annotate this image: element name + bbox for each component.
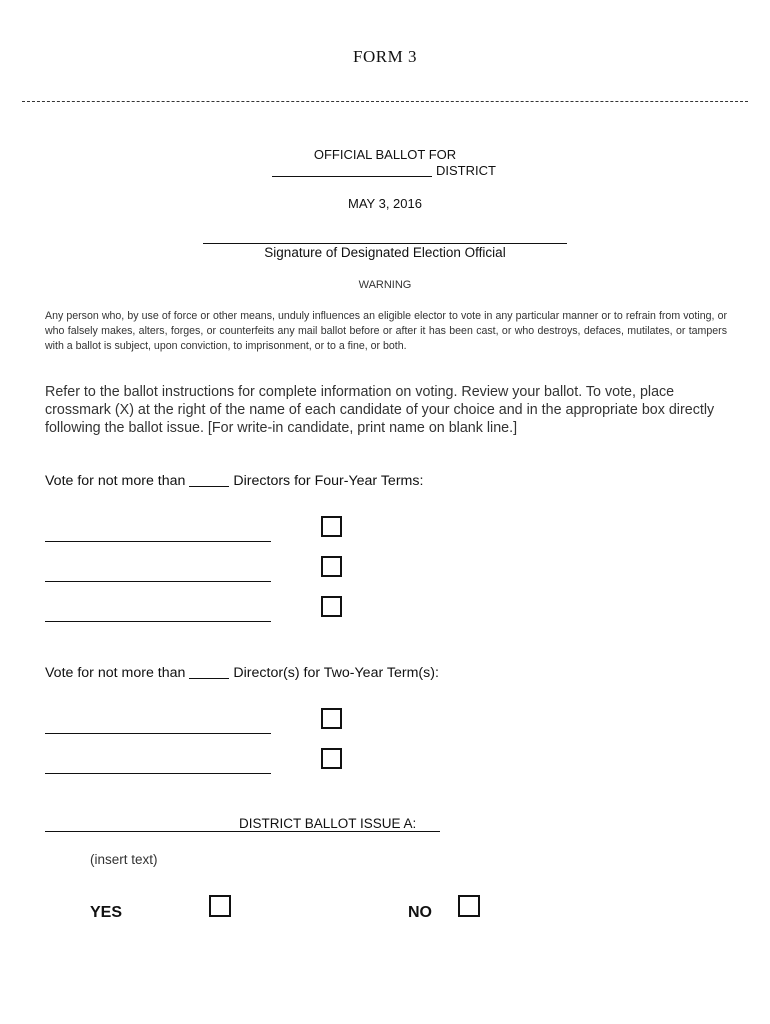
ballot-title: OFFICIAL BALLOT FOR: [313, 147, 457, 162]
four-year-candidate-line[interactable]: [45, 621, 271, 622]
yes-label: YES: [90, 904, 123, 921]
two-year-heading: [45, 664, 439, 681]
four-year-suffix: Directors for Four-Year Terms:: [233, 473, 424, 489]
four-year-candidate-line[interactable]: [45, 541, 271, 542]
four-year-checkbox[interactable]: [321, 516, 342, 537]
ballot-issue-line: [45, 831, 440, 832]
four-year-prefix: Vote for not more than: [45, 473, 186, 489]
four-year-checkbox[interactable]: [321, 596, 342, 617]
ballot-issue-label: DISTRICT BALLOT ISSUE A:: [239, 816, 417, 831]
voting-instructions: Refer to the ballot instructions for complete information on voting. Review your ballot. To vote, place crossmark (X) at the right of the name of each candidate of your choice and in the appropriate box directly following the ballot issue. [For write-in candidate, print name on blank line.]: [45, 384, 715, 436]
four-year-candidate-line[interactable]: [45, 581, 271, 582]
dashed-divider: [22, 101, 748, 102]
four-year-heading: [45, 472, 423, 489]
yes-checkbox[interactable]: [209, 895, 231, 917]
insert-text-placeholder: (insert text): [90, 852, 158, 867]
two-year-candidate-line[interactable]: [45, 733, 271, 734]
two-year-checkbox[interactable]: [321, 748, 342, 769]
two-year-count-blank[interactable]: [189, 664, 229, 679]
four-year-count-blank[interactable]: [189, 472, 229, 487]
no-checkbox[interactable]: [458, 895, 480, 917]
district-name-line[interactable]: [272, 176, 432, 177]
election-date: MAY 3, 2016: [348, 196, 422, 211]
warning-text: Any person who, by use of force or other means, unduly influences an eligible elector to vote in any particular manner or to refrain from voting, or who falsely makes, alters, forges, or counterfeits any mail ballot before or after it has been cast, or who destroys, defaces, mutilates, or tampers with a ballot is subject, upon conviction, to imprisonment, or to a fine, or both.: [45, 310, 727, 352]
no-label: NO: [408, 904, 432, 921]
two-year-candidate-line[interactable]: [45, 773, 271, 774]
two-year-suffix: Director(s) for Two-Year Term(s):: [233, 665, 439, 681]
two-year-checkbox[interactable]: [321, 708, 342, 729]
form-title: FORM 3: [353, 47, 417, 66]
district-label: DISTRICT: [436, 163, 496, 178]
warning-heading: WARNING: [358, 279, 412, 291]
signature-line[interactable]: [203, 243, 567, 244]
four-year-checkbox[interactable]: [321, 556, 342, 577]
two-year-prefix: Vote for not more than: [45, 665, 186, 681]
signature-label: Signature of Designated Election Official: [264, 245, 506, 260]
